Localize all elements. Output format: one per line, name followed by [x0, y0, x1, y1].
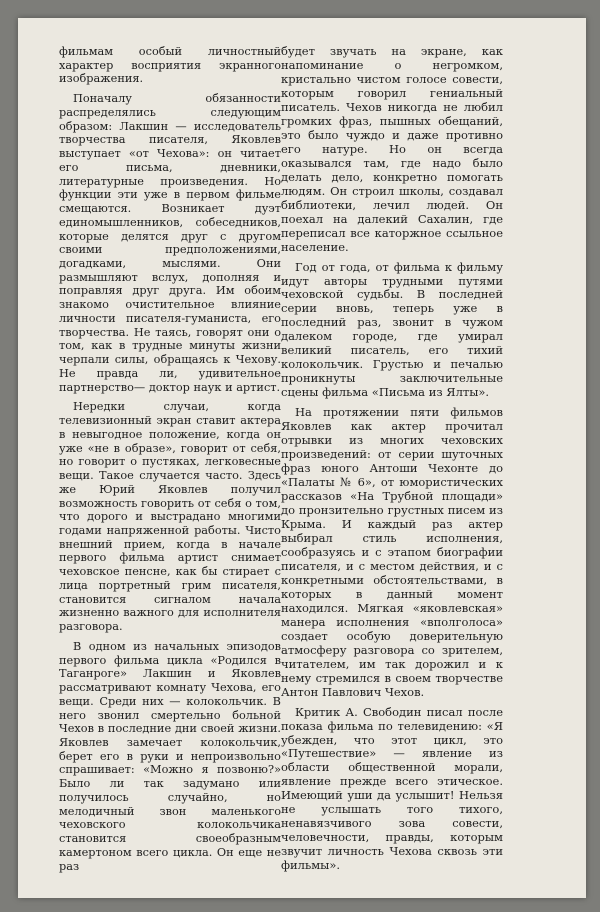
paragraph: На протяжении пяти фильмов Яковлев как актер прочитал отрывки из многих чеховских произведений: от серии шуточных фраз юного Антоши Чехонте до «Палаты № 6», от юмористических рассказов «На Трубной площади» до пронзительно грустных писем из Крыма. И каждый раз актер выбирал стиль исполнения, сообразуясь и с этапом биографии писателя, и с местом действия, и с конкретными обстоятельствами, в которых в данный момент находился. Мягкая «яковлевская» манера исполнения «вполголоса» создает особую доверительную атмосферу разговора со зрителем, читателем, им так дорожил и к нему стремился в своем творчестве Антон Павлович Чехов. [281, 405, 503, 699]
paragraph: Нередки случаи, когда телевизионный экран ставит актера в невыгодное положение, когда он уже «не в образе», говорит от себя, но говорит о пустяках, легковесные вещи. Такое случается часто. Здесь же Юрий Яковлев получил возможность говорить от себя о том, что дорого и выстрадано многими годами напряженной работы. Чисто внешний прием, когда в начале первого фильма артист снимает чеховское пенсне, как бы стирает с лица портретный грим писателя, становится сигналом начала жизненно важного для исполнителя разговора. [59, 400, 281, 634]
magazine-page [18, 18, 586, 898]
paragraph: Критик А. Свободин писал после показа фильма по телевидению: «Я убежден, что этот цикл, это «Путешествие» — явление из области общественной морали, явление прежде всего этическое. Имеющий уши да услышит! Нельзя не услышать того тихого, ненавязчивого зова совести, человечности, правды, которым звучит личность Чехова сквозь эти фильмы». [281, 704, 503, 873]
paragraph: фильмам особый личностный характер восприятия экранного изображения. [59, 45, 281, 86]
left-column [59, 45, 281, 879]
paragraph: будет звучать на экране, как напоминание о негромком, кристально чистом голосе совести, которым говорил гениальный писатель. Чехов никогда не любил громких фраз, пышных обещаний, это было чуждо и даже противно его натуре. Но он всегда оказывался там, где надо было делать дело, конкретно помогать людям. Он строил школы, создавал библиотеки, лечил людей. Он поехал на далекий Сахалин, где переписал все каторжное ссыльное население. [281, 44, 503, 254]
paragraph: Год от года, от фильма к фильму идут авторы трудными путями чеховской судьбы. В последней серии вновь, теперь уже в последний раз, звонит в чужом далеком городе, где умирал великий писатель, его тихий колокольчик. Грустью и печалью проникнуты заключительные сцены фильма «Письма из Ялты». [281, 259, 503, 400]
paragraph: Поначалу обязанности распределялись следующим образом: Лакшин — исследователь творчества писателя, Яковлев выступает «от Чехова»: он читает его письма, дневники, литературные произведения. Но функции эти уже в первом фильме смещаются. Возникает дуэт единомышленников, собеседников, которые делятся друг с другом своими предположениями, догадками, мыслями. Они размышляют вслух, дополняя и поправляя друг друга. Им обоим знакомо очистительное влияние личности писателя-гуманиста, его творчества. Не таясь, говорят они о том, как в трудные минуты жизни черпали силы, обращаясь к Чехову. Не правда ли, удивительное партнерство— доктор наук и артист. [59, 92, 281, 394]
right-column [281, 45, 503, 879]
paragraph: В одном из начальных эпизодов первого фильма цикла «Родился в Таганроге» Лакшин и Яковлев рассматривают комнату Чехова, его вещи. Среди них — колокольчик. В него звонил смертельно больной Чехов в последние дни своей жизни. Яковлев замечает колокольчик, берет его в руки и непроизвольно спрашивает: «Можно я позвоню?» Было ли так задумано или получилось случайно, но мелодичный звон маленького чеховского колокольчика становится своеобразным камертоном всего цикла. Он еще не раз [59, 639, 281, 873]
